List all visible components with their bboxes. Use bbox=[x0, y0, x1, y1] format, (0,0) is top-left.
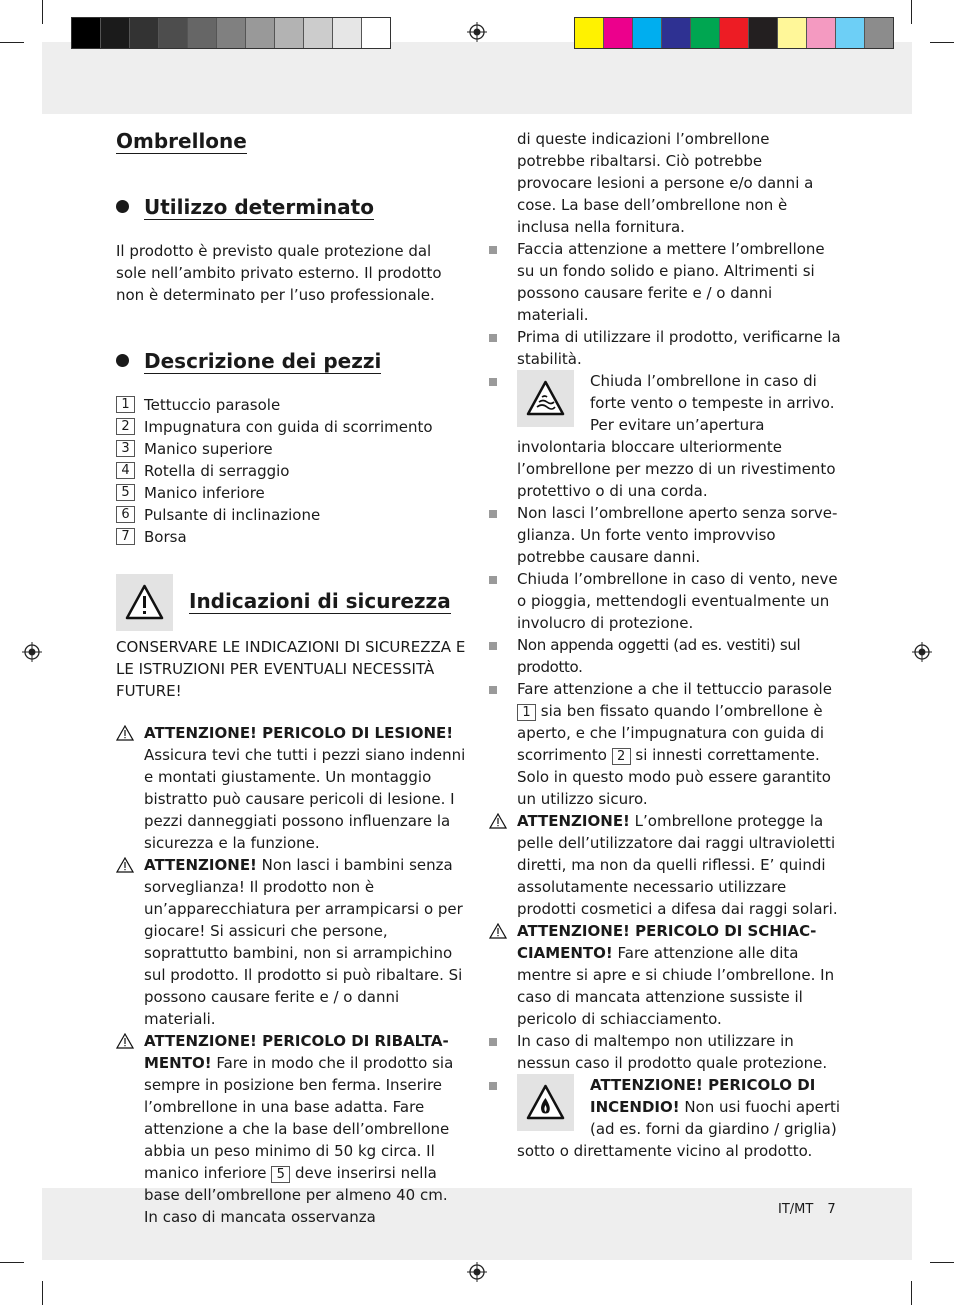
part-number-box: 3 bbox=[116, 440, 135, 457]
bullet-item: Prima di utilizzare il prodotto, verificarne la stabilità. bbox=[489, 326, 841, 370]
intended-use-text: Il prodotto è previsto quale protezione dal sole nell’ambito privato esterno. Il prodotto non è determinato per l’uso professionale. bbox=[116, 242, 442, 304]
warning-triangle-icon bbox=[116, 1033, 134, 1049]
wind-warning-icon bbox=[517, 370, 574, 427]
part-item bbox=[116, 504, 466, 526]
part-ref-box: 1 bbox=[517, 704, 536, 721]
warning-injury: ATTENZIONE! PERICOLO DI LESIONE! Assicura tevi che tutti i pezzi siano indenni e montati giustamente. Un montaggio bistratto può causare pericoli di lesione. I pezzi danneggiati possono influenzare la sicurezza e la funzione. bbox=[116, 722, 466, 854]
part-number-box: 7 bbox=[116, 528, 135, 545]
page-title: Ombrellone bbox=[116, 129, 247, 153]
registration-mark-icon bbox=[22, 642, 42, 662]
color-swatch bbox=[575, 18, 604, 48]
process-color-bar bbox=[574, 17, 894, 49]
color-swatch bbox=[217, 18, 246, 48]
parts-heading: Descrizione dei pezzi bbox=[116, 348, 466, 374]
bullet-item: In caso di maltempo non utilizzare in nessun caso il prodotto quale protezione. bbox=[489, 1030, 841, 1074]
bullet-square-icon bbox=[489, 378, 497, 386]
bullet-item: Chiuda l’ombrellone in caso di vento, neve o pioggia, mettendogli eventualmente un involucro di protezione. bbox=[489, 568, 841, 634]
part-item bbox=[116, 482, 466, 504]
warning-uv: ATTENZIONE! L’ombrellone protegge la pelle dell’utilizzatore dai raggi ultravioletti diretti, ma non da quelli riflessi. E’ quindi assolutamente necessario utilizzare prodotti cosmetici a difesa dai raggi solari. bbox=[489, 810, 841, 920]
crop-mark bbox=[0, 1262, 24, 1263]
color-swatch bbox=[662, 18, 691, 48]
part-label: Manico superiore bbox=[144, 440, 273, 458]
right-column bbox=[489, 128, 841, 1162]
bullet-dot-icon bbox=[116, 354, 129, 367]
part-item bbox=[116, 394, 466, 416]
part-item bbox=[116, 460, 466, 482]
crop-mark bbox=[930, 42, 954, 43]
warning-triangle-icon bbox=[116, 725, 134, 741]
color-swatch bbox=[836, 18, 865, 48]
warning-crushing: ATTENZIONE! PERICOLO DI SCHIACCIAMENTO! Fare attenzione alle dita mentre si apre e si chiude l’ombrellone. In caso di mancata attenzione sussiste il pericolo di schiacciamento. bbox=[489, 920, 841, 1030]
color-swatch bbox=[188, 18, 217, 48]
part-ref-box: 2 bbox=[612, 748, 631, 765]
part-label: Pulsante di inclinazione bbox=[144, 506, 321, 524]
crop-mark bbox=[0, 42, 24, 43]
warning-triangle-icon bbox=[489, 813, 507, 829]
color-swatch bbox=[604, 18, 633, 48]
color-swatch bbox=[275, 18, 304, 48]
warning-supervision: ATTENZIONE! Non lasci i bambini senza sorveglianza! Il prodotto non è un’apparecchiatura per arrampicarsi o per giocare! Si assicuri che persone, soprattutto bambini, non si arrampichino sul prodotto. Il prodotto si può ribaltare. Si possono causare ferite e / o danni materiali. bbox=[116, 854, 466, 1030]
color-swatch bbox=[304, 18, 333, 48]
part-number-box: 5 bbox=[116, 484, 135, 501]
part-label: Impugnatura con guida di scorrimento bbox=[144, 418, 433, 436]
part-item bbox=[116, 416, 466, 438]
grayscale-color-bar bbox=[71, 17, 391, 49]
crop-mark bbox=[911, 1281, 912, 1305]
color-swatch bbox=[691, 18, 720, 48]
left-column bbox=[116, 128, 466, 1228]
color-swatch bbox=[865, 18, 893, 48]
bullet-item: Faccia attenzione a mettere l’ombrellone su un fondo solido e piano. Altrimenti si possono causare ferite e / o danni materiali. bbox=[489, 238, 841, 326]
part-number-box: 2 bbox=[116, 418, 135, 435]
crop-mark bbox=[42, 0, 43, 24]
top-band bbox=[42, 42, 912, 114]
crop-mark bbox=[42, 1281, 43, 1305]
intended-use-heading: Utilizzo determinato bbox=[116, 194, 466, 220]
bullet-item-wind: Chiuda l’ombrellone in caso di forte vento o tempeste in arrivo. Per evitare un’apertura involontaria bloccare ulteriormente l’ombrellone per mezzo di un rivestimento protettivo o di una corda. bbox=[489, 370, 841, 502]
bullet-item: Non appenda oggetti (ad es. vestiti) sul prodotto. bbox=[489, 634, 841, 678]
color-swatch bbox=[749, 18, 778, 48]
bullet-square-icon bbox=[489, 1038, 497, 1046]
part-item bbox=[116, 438, 466, 460]
safety-heading-block bbox=[116, 574, 466, 636]
color-swatch bbox=[633, 18, 662, 48]
bullet-square-icon bbox=[489, 510, 497, 518]
color-swatch bbox=[72, 18, 101, 48]
registration-mark-icon bbox=[467, 22, 487, 42]
tipping-continuation: di queste indicazioni l’ombrellone potrebbe ribaltarsi. Ciò potrebbe provocare lesioni a persone e/o danni a cose. La base dell’ombrellone non è inclusa nella fornitura. bbox=[517, 130, 814, 236]
parts-list bbox=[116, 394, 466, 548]
color-swatch bbox=[130, 18, 159, 48]
page-number: 7 bbox=[827, 1202, 836, 1217]
color-swatch bbox=[159, 18, 188, 48]
part-label: Manico inferiore bbox=[144, 484, 265, 502]
safety-heading: Indicazioni di sicurezza bbox=[189, 589, 451, 613]
bullet-dot-icon bbox=[116, 200, 129, 213]
crop-mark bbox=[930, 1262, 954, 1263]
part-number-box: 4 bbox=[116, 462, 135, 479]
part-ref-box: 5 bbox=[271, 1166, 290, 1183]
part-number-box: 6 bbox=[116, 506, 135, 523]
crop-mark bbox=[911, 0, 912, 24]
bullet-square-icon bbox=[489, 686, 497, 694]
bullet-square-icon bbox=[489, 642, 497, 650]
color-swatch bbox=[778, 18, 807, 48]
registration-mark-icon bbox=[467, 1262, 487, 1282]
part-label: Borsa bbox=[144, 528, 187, 546]
color-swatch bbox=[101, 18, 130, 48]
page-footer bbox=[778, 1200, 836, 1220]
color-swatch bbox=[720, 18, 749, 48]
bullet-item-fire: ATTENZIONE! PERICOLO DI INCENDIO! Non usi fuochi aperti (ad es. forni da giardino / griglia) sotto o direttamente vicino al prodotto. bbox=[489, 1074, 841, 1162]
part-label: Tettuccio parasole bbox=[144, 396, 281, 414]
part-number-box: 1 bbox=[116, 396, 135, 413]
keep-instructions-text: CONSERVARE LE INDICAZIONI DI SICUREZZA E LE ISTRUZIONI PER EVENTUALI NECESSITÀ FUTURE! bbox=[116, 638, 466, 700]
bullet-square-icon bbox=[489, 334, 497, 342]
locale-label: IT/MT bbox=[778, 1202, 814, 1217]
fire-warning-icon bbox=[517, 1074, 574, 1131]
warning-tipping: ATTENZIONE! PERICOLO DI RIBALTAMENTO! Fare in modo che il prodotto sia sempre in posizione ben ferma. Inserire l’ombrellone in una base adatta. Fare attenzione a che la base dell’ombrellone abbia un peso minimo di 50 kg circa. Il manico inferiore 5 deve inserirsi nella base dell’ombrellone per almeno 40 cm. In caso di mancata osservanza bbox=[116, 1030, 466, 1228]
part-item bbox=[116, 526, 466, 548]
warning-triangle-icon bbox=[116, 857, 134, 873]
warning-triangle-icon bbox=[489, 923, 507, 939]
registration-mark-icon bbox=[912, 642, 932, 662]
color-swatch bbox=[333, 18, 362, 48]
color-swatch bbox=[362, 18, 390, 48]
part-label: Rotella di serraggio bbox=[144, 462, 290, 480]
warning-triangle-icon bbox=[116, 574, 173, 631]
bullet-square-icon bbox=[489, 1082, 497, 1090]
bullet-item: Non lasci l’ombrellone aperto senza sorveglianza. Un forte vento improvviso potrebbe causare danni. bbox=[489, 502, 841, 568]
bullet-square-icon bbox=[489, 576, 497, 584]
color-swatch bbox=[807, 18, 836, 48]
bullet-item: Fare attenzione a che il tettuccio parasole 1 sia ben fissato quando l’ombrellone è aperto, e che l’impugnatura con guida di scorrimento 2 si innesti correttamente. Solo in questo modo può essere garantito un utilizzo sicuro. bbox=[489, 678, 841, 810]
bullet-square-icon bbox=[489, 246, 497, 254]
color-swatch bbox=[246, 18, 275, 48]
